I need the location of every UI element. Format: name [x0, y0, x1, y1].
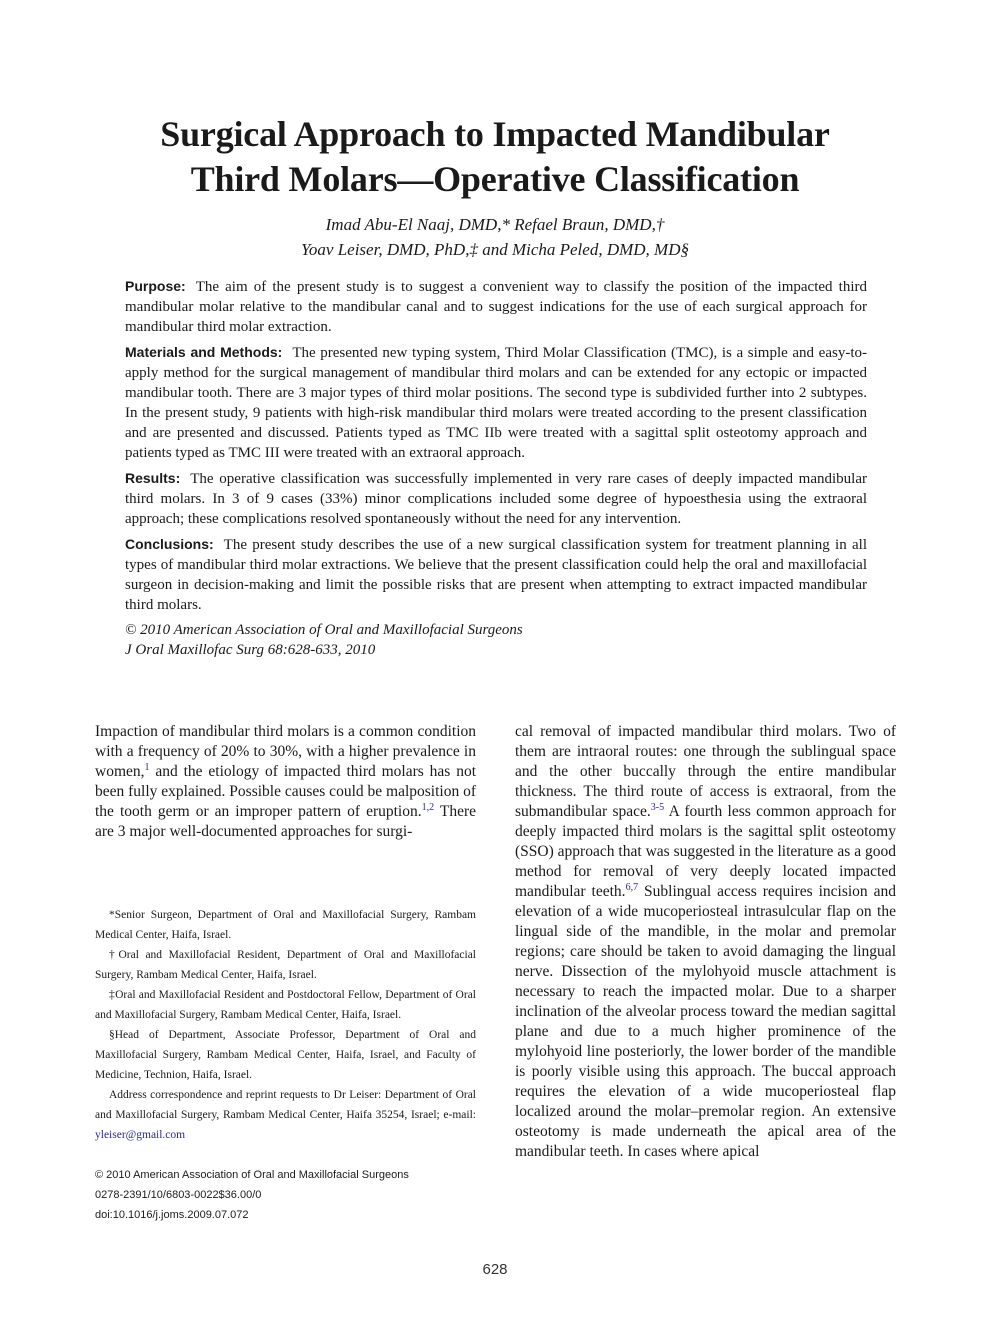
- right-text-1: cal removal of impacted mandibular third molars. Two of them are intraoral routes: one through the sublingual space and the other buccally through the entire mandibular thickness. The third route of access is extraoral, from the submandibular space.: [515, 723, 896, 820]
- abstract-conclusions: [125, 534, 867, 615]
- intro-text-2: and the etiology of impacted third molars has not been fully explained. Possible causes could be malposition of the tooth germ or an improper pattern of eruption.: [95, 763, 476, 820]
- title-line-1: Surgical Approach to Impacted Mandibular: [160, 114, 830, 154]
- abstract-copyright: © 2010 American Association of Oral and Maxillofacial Surgeons: [125, 622, 523, 638]
- title-line-2: Third Molars—Operative Classification: [190, 159, 800, 199]
- email-link[interactable]: yleiser@gmail.com: [95, 1129, 186, 1141]
- purpose-text: The aim of the present study is to suggest a convenient way to classify the position of the impacted third mandibular molar relative to the mandibular canal and to suggest indications for the use of each surgical approach for mandibular third molar extraction.: [125, 279, 867, 335]
- intro-text-3: There are 3 major well-documented approaches for surgi-: [95, 803, 477, 840]
- page-number: 628: [482, 1261, 508, 1278]
- issn: 0278-2391/10/6803-0022$36.00/0: [95, 1189, 262, 1201]
- authors-line-1: Imad Abu-El Naaj, DMD,* Refael Braun, DMD,†: [325, 215, 665, 234]
- reference-link[interactable]: 1,2: [421, 801, 435, 813]
- approaches-paragraph: [515, 722, 896, 1162]
- publication-info: [95, 1165, 476, 1225]
- right-text-3: Sublingual access requires incision and elevation of a wide mucoperiosteal intrasulcular flap on the lingual side of the mandible, in the molar and premolar regions; care should be taken to avoid damaging the lingual nerve. Dissection of the mylohyoid muscle attachment is necessary to reach the impacted molar. Due to a sharper inclination of the alveolar process toward the median sagittal plane and due to a much higher prominence of the mylohyoid line posteriorly, the lower border of the mandible is poorly visible using this approach. The buccal approach requires the elevation of a wide mucoperiosteal flap localized around the molar–premolar region. An extensive osteotomy is made underneath the apical area of the mandibular teeth. In cases where apical: [515, 883, 897, 1160]
- authors-line-2: Yoav Leiser, DMD, PhD,‡ and Micha Peled, DMD, MD§: [301, 240, 689, 259]
- article-title: [80, 112, 910, 202]
- methods-label: Materials and Methods:: [125, 344, 283, 360]
- author-affiliations: [95, 905, 476, 1145]
- right-text-2: A fourth less common approach for deeply impacted third molars is the sagittal split osteotomy (SSO) approach that was suggested in the literature as a good method for removal of very deeply located impacted mandibular teeth.: [515, 803, 896, 900]
- results-label: Results:: [125, 470, 181, 486]
- purpose-label: Purpose:: [125, 278, 186, 294]
- reference-link[interactable]: 1: [144, 761, 150, 773]
- footnote-4: §Head of Department, Associate Professor, Department of Oral and Maxillofacial Surgery, Rambam Medical Center, Haifa, Israel, and Faculty of Medicine, Technion, Haifa, Israel.: [95, 1029, 476, 1081]
- abstract-results: [125, 468, 867, 529]
- reference-link[interactable]: 6,7: [625, 881, 639, 893]
- abstract: [125, 276, 867, 660]
- footnote-2: †Oral and Maxillofacial Resident, Department of Oral and Maxillofacial Surgery, Rambam Medical Center, Haifa, Israel.: [95, 949, 476, 981]
- copyright-notice: © 2010 American Association of Oral and Maxillofacial Surgeons: [95, 1169, 409, 1181]
- body-column-left: [95, 722, 476, 842]
- intro-text-1: Impaction of mandibular third molars is a common condition with a frequency of 20% to 30%, with a higher prevalence in women,: [95, 723, 476, 780]
- intro-paragraph: [95, 722, 476, 842]
- doi[interactable]: doi:10.1016/j.joms.2009.07.072: [95, 1209, 249, 1221]
- results-text: The operative classification was successfully implemented in very rare cases of deeply impacted mandibular third molars. In 3 of 9 cases (33%) minor complications included some degree of hypoesthesia using the extraoral approach; these complications resolved spontaneously without the need for any intervention.: [125, 471, 867, 527]
- conclusions-label: Conclusions:: [125, 536, 214, 552]
- journal-citation: J Oral Maxillofac Surg 68:628-633, 2010: [125, 642, 376, 658]
- body-column-right: [515, 722, 896, 1162]
- correspondence-text: Address correspondence and reprint requests to Dr Leiser: Department of Oral and Maxillofacial Surgery, Rambam Medical Center, Haifa 35254, Israel; e-mail:: [95, 1089, 476, 1121]
- methods-text: The presented new typing system, Third Molar Classification (TMC), is a simple and easy-to-apply method for the surgical management of mandibular third molars and can be extended for any ectopic or impacted mandibular tooth. There are 3 major types of third molar positions. The second type is subdivided further into 2 subtypes. In the present study, 9 patients with high-risk mandibular third molars were treated according to the present classification and are presented and discussed. Patients typed as TMC IIb were treated with a sagittal split osteotomy approach and patients typed as TMC III were treated with an extraoral approach.: [125, 345, 867, 461]
- reference-link[interactable]: 3-5: [650, 801, 665, 813]
- author-list: [80, 212, 910, 262]
- conclusions-text: The present study describes the use of a new surgical classification system for treatment planning in all types of mandibular third molar extractions. We believe that the present classification could help the oral and maxillofacial surgeon in decision-making and limit the possible risks that are present when attempting to extract impacted mandibular third molars.: [125, 537, 867, 613]
- footnote-1: *Senior Surgeon, Department of Oral and Maxillofacial Surgery, Rambam Medical Center, Haifa, Israel.: [95, 909, 476, 941]
- correspondence: [95, 1085, 476, 1145]
- footnote-3: ‡Oral and Maxillofacial Resident and Postdoctoral Fellow, Department of Oral and Maxillofacial Surgery, Rambam Medical Center, Haifa, Israel.: [95, 989, 476, 1021]
- abstract-methods: [125, 342, 867, 463]
- abstract-purpose: [125, 276, 867, 337]
